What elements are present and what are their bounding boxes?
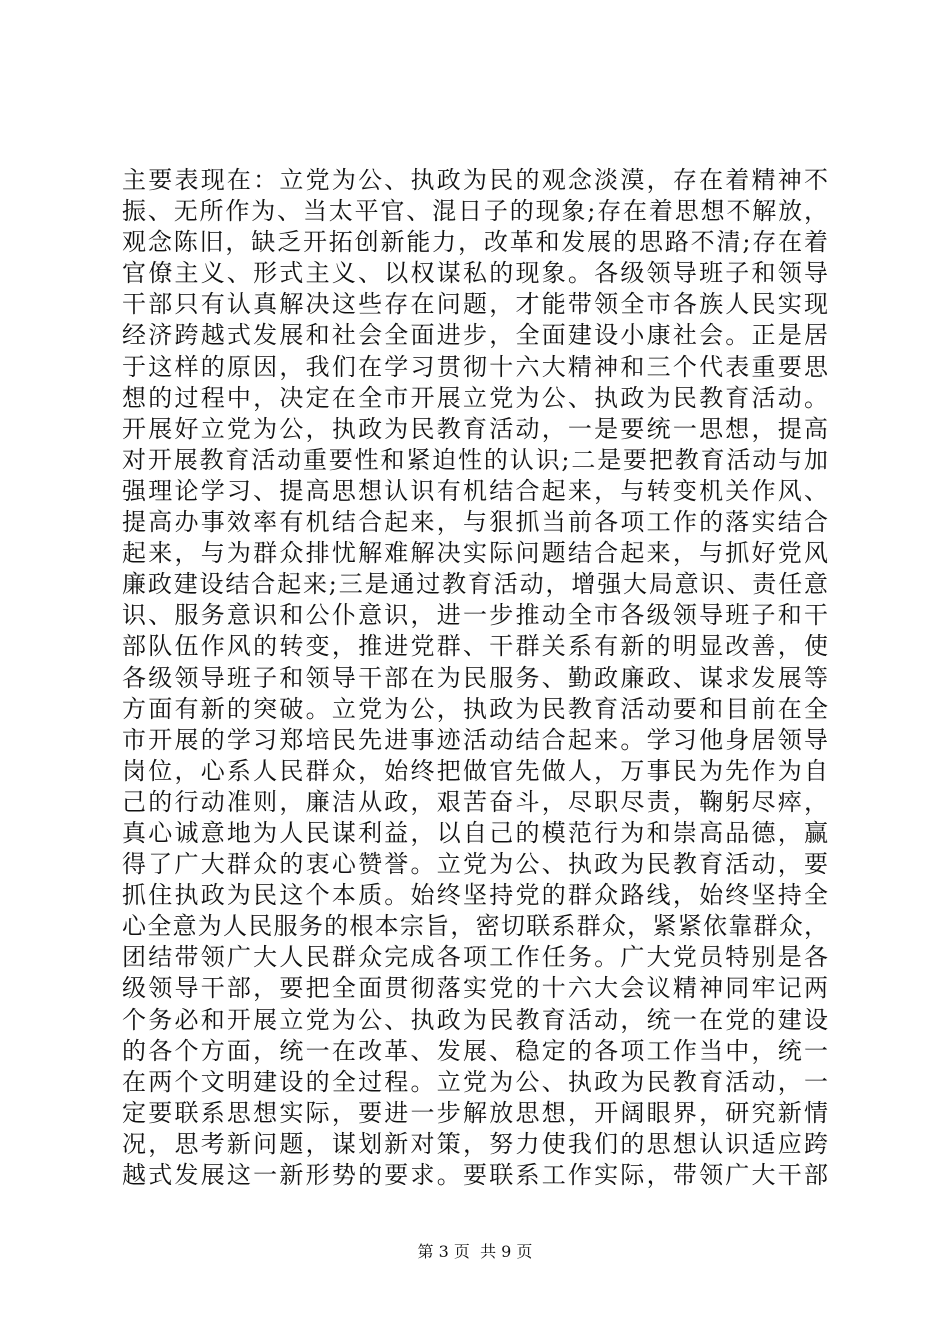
- text-line: 廉政建设结合起来;三是通过教育活动，增强大局意识、责任意: [122, 570, 828, 599]
- text-line: 个务必和开展立党为公、执政为民教育活动，统一在党的建设: [122, 1005, 828, 1034]
- text-line: 己的行动准则，廉洁从政，艰苦奋斗，尽职尽责，鞠躬尽瘁，: [122, 787, 828, 816]
- text-line: 在两个文明建设的全过程。立党为公、执政为民教育活动，一: [122, 1067, 828, 1096]
- text-line: 方面有新的突破。立党为公，执政为民教育活动要和目前在全: [122, 694, 828, 723]
- text-line: 提高办事效率有机结合起来，与狠抓当前各项工作的落实结合: [122, 508, 828, 537]
- body-text: [122, 165, 828, 1191]
- text-line: 经济跨越式发展和社会全面进步，全面建设小康社会。正是居: [122, 321, 828, 350]
- text-line: 越式发展这一新形势的要求。要联系工作实际，带领广大干部: [122, 1161, 828, 1189]
- text-line: 市开展的学习郑培民先进事迹活动结合起来。学习他身居领导: [122, 725, 828, 754]
- text-line: 振、无所作为、当太平官、混日子的现象;存在着思想不解放，: [122, 197, 828, 226]
- text-line: 岗位，心系人民群众，始终把做官先做人，万事民为先作为自: [122, 756, 828, 785]
- text-line: 主要表现在：立党为公、执政为民的观念淡漠，存在着精神不: [122, 166, 828, 194]
- text-line: 对开展教育活动重要性和紧迫性的认识;二是要把教育活动与加: [122, 445, 828, 474]
- text-line: 干部只有认真解决这些存在问题，才能带领全市各族人民实现: [122, 290, 828, 319]
- text-line: 观念陈旧，缺乏开拓创新能力，改革和发展的思路不清;存在着: [122, 228, 828, 257]
- text-line: 开展好立党为公，执政为民教育活动，一是要统一思想，提高: [122, 414, 828, 443]
- text-line: 心全意为人民服务的根本宗旨，密切联系群众，紧紧依靠群众，: [122, 912, 828, 941]
- text-line: 各级领导班子和领导干部在为民服务、勤政廉政、谋求发展等: [122, 663, 828, 692]
- page-footer: 第 3 页 共 9 页: [417, 1242, 533, 1261]
- text-line: 抓住执政为民这个本质。始终坚持党的群众路线，始终坚持全: [122, 881, 828, 910]
- text-line: 定要联系思想实际，要进一步解放思想，开阔眼界，研究新情: [122, 1098, 828, 1127]
- text-line: 的各个方面，统一在改革、发展、稳定的各项工作当中，统一: [122, 1036, 828, 1065]
- text-line: 识、服务意识和公仆意识，进一步推动全市各级领导班子和干: [122, 601, 828, 630]
- text-line: 部队伍作风的转变，推进党群、干群关系有新的明显改善，使: [122, 632, 828, 661]
- text-line: 想的过程中，决定在全市开展立党为公、执政为民教育活动。: [122, 383, 828, 412]
- text-line: 起来，与为群众排忧解难解决实际问题结合起来，与抓好党风: [122, 539, 828, 568]
- text-line: 况，思考新问题，谋划新对策，努力使我们的思想认识适应跨: [122, 1129, 828, 1158]
- text-line: 强理论学习、提高思想认识有机结合起来，与转变机关作风、: [122, 476, 828, 505]
- text-line: 得了广大群众的衷心赞誉。立党为公、执政为民教育活动，要: [122, 850, 828, 879]
- text-line: 团结带领广大人民群众完成各项工作任务。广大党员特别是各: [122, 943, 828, 972]
- text-line: 真心诚意地为人民谋利益，以自己的模范行为和崇高品德，赢: [122, 818, 828, 847]
- text-line: 官僚主义、形式主义、以权谋私的现象。各级领导班子和领导: [122, 259, 828, 288]
- text-line: 级领导干部，要把全面贯彻落实党的十六大会议精神同牢记两: [122, 974, 828, 1003]
- text-line: 于这样的原因，我们在学习贯彻十六大精神和三个代表重要思: [122, 352, 828, 381]
